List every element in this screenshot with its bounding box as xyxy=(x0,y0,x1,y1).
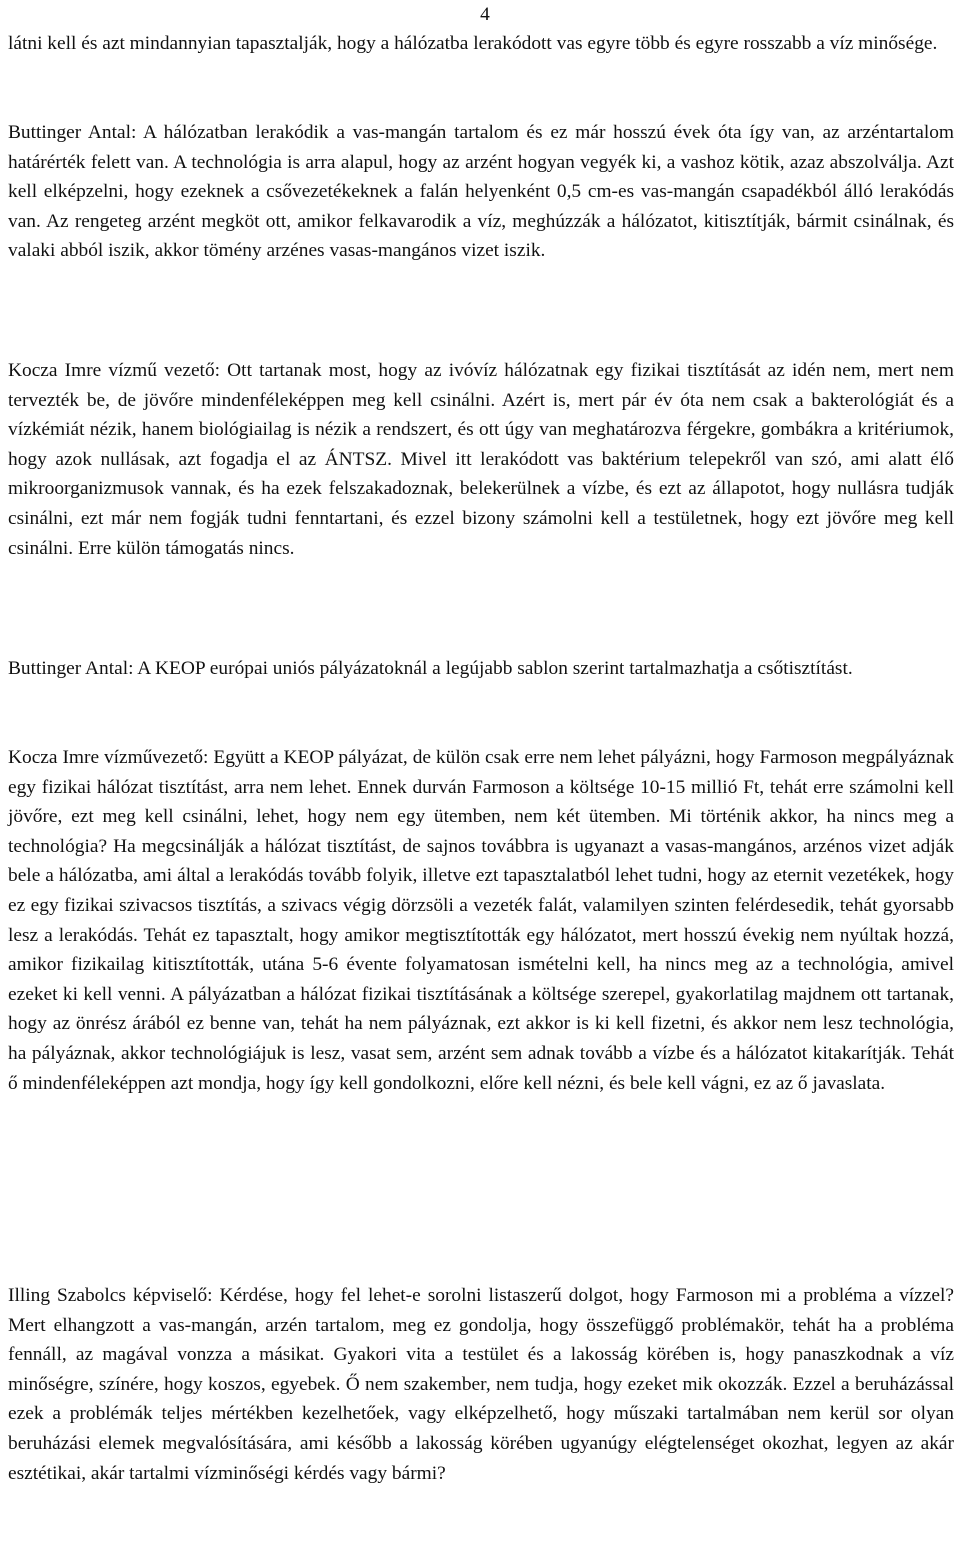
paragraph-buttinger-1: Buttinger Antal: A hálózatban lerakódik a vas-mangán tartalom és ez már hosszú évek óta így van, az arzéntartalom határérték felett van. A technológia is arra alapul, hogy az arzént hogyan vegyék ki, a vashoz kötik, azaz abszolválja. Azt kell elképzelni, hogy ezeknek a csővezetékeknek a falán helyenként 0,5 cm-es vas-mangán csapadékból álló lerakódás van. Az rengeteg arzént megköt ott, amikor felkavarodik a víz, meghúzzák a hálózatot, kitisztítják, bármit csinálnak, és valaki abból iszik, akkor tömény arzénes vasas-mangános vizet iszik. xyxy=(8,122,954,262)
paragraph-buttinger-2: Buttinger Antal: A KEOP európai uniós pályázatoknál a legújabb sablon szerint tartalmazhatja a csőtisztítást. xyxy=(8,658,853,679)
paragraph-kocza-1: Kocza Imre vízmű vezető: Ott tartanak most, hogy az ivóvíz hálózatnak egy fizikai tisztítását az idén nem, mert nem tervezték be, de jövőre mindenféleképpen meg kell csinálni. Azért is, mert pár év óta nem csak a bakterológiát és a vízkémiát nézik, hanem biológiailag is nézik a rendszert, és ott úgy van meghatározva férgekre, gombákra a kritériumok, hogy azok nullásak, azt fogadja el az ÁNTSZ. Mivel itt lerakódott vas baktérium telepekről van szó, ami alatt élő mikroorganizmusok vannak, és ha ezek felszakadoznak, belekerülnek a vízbe, és ezt az állapotot, hogy nullásra tudják csinálni, ezt már nem fogják tudni fenntartani, és ezzel bizony számolni kell a testületnek, hogy ezt jövőre meg kell csinálni. Erre külön támogatás nincs. xyxy=(8,360,954,559)
paragraph-continuation: látni kell és azt mindannyian tapasztalják, hogy a hálózatba lerakódott vas egyre több és egyre rosszabb a víz minősége. xyxy=(8,33,938,54)
paragraph-illing: Illing Szabolcs képviselő: Kérdése, hogy fel lehet-e sorolni listaszerű dolgot, hogy Farmoson mi a probléma a vízzel? Mert elhangzott a vas-mangán, arzén tartalom, meg ez gondolja, hogy összefüggő problémakör, tehát ha a probléma fennáll, az magával vonzza a másikat. Gyakori vita a testület és a lakosság körében is, hogy panaszkodnak a víz minőségre, színére, hogy koszos, egyebek. Ő nem szakember, nem tudja, hogy ezeket mik okozzák. Ezzel a beruházással ezek a problémák teljes mértékben kezelhetőek, vagy elképzelhető, hogy műszaki tartalmában nem kerül sor olyan beruházási elemek megvalósítására, ami később a lakosság körében ugyanúgy elégtelenséget okozhat, legyen az akár esztétikai, akár tartalmi vízminőségi kérdés vagy bármi? xyxy=(8,1285,954,1484)
paragraph-kocza-2: Kocza Imre vízművezető: Együtt a KEOP pályázat, de külön csak erre nem lehet pályázni, hogy Farmoson megpályáznak egy fizikai hálózat tisztítást, arra nem lehet. Ennek durván Farmoson a költsége 10-15 millió Ft, tehát erre számolni kell jövőre, ezt meg kell csinálni, lehet, hogy nem egy ütemben, nem két ütemben. Mi történik akkor, ha nincs meg a technológia? Ha megcsinálják a hálózat tisztítást, de sajnos továbbra is ugyanazt a vasas-mangános, arzénos vizet adják bele a hálózatba, ami által a lerakódás tovább folyik, illetve ezt tapasztalatból lehet tudni, hogy az eternit vezetékek, hogy ez egy fizikai szivacsos tisztítás, a szivacs végig dörzsöli a vezeték falát, valamilyen szinten felérdesedik, tehát gyorsabb lesz a lerakódás. Tehát ez tapasztalt, hogy amikor megtisztították egy hálózatot, mert hosszú évekig nem nyúltak hozzá, amikor fizikailag kitisztították, utána 5-6 évente folyamatosan ismételni kell, ha nincs meg az a technológia, amivel ezeket ki kell venni. A pályázatban a hálózat fizikai tisztításának a költsége szerepel, gyakorlatilag majdnem ott tartanak, hogy az önrész árából ez benne van, tehát ha nem pályáznak, ezt akkor is ki kell fizetni, és akkor nem lesz technológia, ha pályáznak, akkor technológiájuk is lesz, vasat sem, arzént sem adnak tovább a vízbe és a hálózatot kitakarítják. Tehát ő mindenféleképpen azt mondja, hogy így kell gondolkozni, előre kell nézni, és bele kell vágni, ez az ő javaslata. xyxy=(8,747,954,1094)
page-number: 4 xyxy=(480,4,490,25)
